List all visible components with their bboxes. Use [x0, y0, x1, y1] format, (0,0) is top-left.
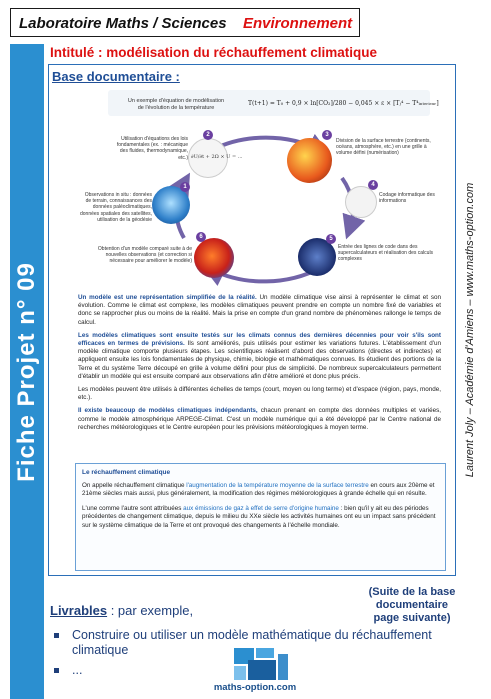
logo-text: maths-option.com [213, 682, 297, 693]
step-6-badge: 6 [196, 232, 206, 242]
livrables-title: Livrables [50, 603, 108, 618]
paragraph-3: Les modèles peuvent être utilisés à différentes échelles de temps (court, moyen ou long terme) et d'espace (région, pays, monde, etc.). [78, 386, 441, 402]
step-4-badge: 4 [368, 180, 378, 190]
rechauffement-p2: L'une comme l'autre sont attribuées aux émissions de gaz à effet de serre d'origine humaine : bien qu'il y ait eu des périodes précédentes de changement climatique, depuis le milieu du XXe siècle les activités humaines ont eu un impact sans précédent sur le système climatique de la Terre et ont provoqué des changements à l'échelle mondiale. [82, 504, 436, 529]
step-6-text: Obtention d'un modèle comparé suite à de nouvelles observations (et correction si nécessaire pour améliorer le modèle) [97, 246, 192, 265]
bullet-square-icon [54, 668, 59, 673]
rechauffement-box [75, 463, 446, 571]
rechauffement-title: Le réchauffement climatique [82, 469, 171, 476]
step-2-badge: 2 [203, 130, 213, 140]
list-item: ... [52, 663, 472, 678]
bullet-square-icon [54, 633, 59, 638]
rechauffement-p1: On appelle réchauffement climatique l'augmentation de la température moyenne de la surface terrestre en cours aux 20ème et 21ème siècles mais aussi, plus généralement, la modification des régimes météorologiques à grande échelle qui en résulte. [82, 482, 435, 498]
base-documentaire-title: Base documentaire : [52, 69, 180, 84]
side-banner [10, 44, 44, 699]
header-bar [10, 8, 360, 37]
step-2-text: Utilisation d'équations des lois fondamentales (ex. : mécanique des fluides, thermodynamique, etc.) [116, 136, 188, 161]
side-banner-text: Fiche Projet n° 09 [13, 261, 40, 482]
step-4-text: Codage informatique des informations [379, 192, 435, 205]
suite-note: (Suite de la base documentaire page suivante) [368, 586, 456, 624]
list-item: Construire ou utiliser un modèle mathématique du réchauffement climatique [52, 628, 472, 658]
step-1-badge: 1 [180, 182, 190, 192]
rechauffement-text [82, 482, 440, 536]
climate-model-diagram [80, 88, 439, 288]
paragraph-2: Les modèles climatiques sont ensuite testés sur les climats connus des dernières décennies pour voir s'ils sont efficaces en termes de prévisions. Ils sont améliorés, puis utilisés pour estimer les variations futures. L'établissement d'un modèle climatique comporte plusieurs étapes. Les scientifiques réalisent d'abord des observations (directes et indirectes) et appliquent ensuite les lois fondamentales de physique, chimie, biologie et mathématiques connues. Ils étudient des portions de la Terre et du système Terre découpé en grille à volume défini pour plus de simplicité. De nombreux supercalculateurs permettent d'établir un modèle qui est ensuite comparé aux observations afin d'être amélioré et donc plus précis. [78, 331, 441, 380]
maths-option-logo [200, 648, 310, 696]
paragraph-1: Un modèle est une représentation simplifiée de la réalité. Un modèle climatique vise ainsi à représenter le climat et son évolution. Comme le climat est complexe, les modèles climatiques peuvent prendre en compte un nombre fixé de variables et donc se rapprocher plus ou moins de la réalité. Mais la prise en compte d'un grand nombre de phénomènes rallonge le temps de calcul. [78, 294, 441, 326]
body-text [78, 294, 441, 437]
step-1-text: Observations in situ : données de terrain, connaissances des données paléoclimatiques, données spatiales des satellites, utilisation de la géodésie [80, 192, 152, 223]
step-5-text: Entrée des lignes de code dans des supercalculateurs et réalisation des calculs complexes [338, 244, 434, 263]
project-title: Intitulé : modélisation du réchauffement climatique [50, 45, 378, 60]
pde-formula: ∂U/∂t + 2Ω × U = ... [191, 154, 243, 160]
step-3-text: Division de la surface terrestre (continents, océans, atmosphère, etc.) en une grille à volume défini (numérisation) [336, 138, 431, 157]
step-3-badge: 3 [322, 130, 332, 140]
author-credit: Laurent Joly – Académie d'Amiens – www.maths-option.com [464, 182, 476, 478]
livrables-heading [50, 603, 193, 618]
code-circle [345, 186, 377, 218]
lab-title: Laboratoire Maths / Sciences [19, 15, 227, 32]
paragraph-4: Il existe beaucoup de modèles climatiques indépendants, chacun prenant en compte des données multiples et variées, comme le modèle atmosphérique ARPEGE-Climat. C'est un modèle numérique qui a été développé par le Centre national de recherches météorologiques et le Centre européen pour les prévisions météorologiques à moyen terme. [78, 407, 442, 431]
theme-title: Environnement [243, 15, 353, 32]
livrables-intro: : par exemple, [107, 603, 194, 618]
step-5-badge: 5 [326, 234, 336, 244]
equation-formula: T(t+1) = T₀ + 0,9 × ln[CO₂]/280 − 0,045 × ε × [Tⱼ⁴ − T⁴ᵢₙₜₑᵣᵢₑᵤᵣ] [248, 100, 439, 107]
equation-caption: Un exemple d'équation de modélisation de l'évolution de la température [127, 98, 225, 111]
heatmap-image [194, 238, 234, 278]
globe-grid-image [287, 138, 332, 183]
